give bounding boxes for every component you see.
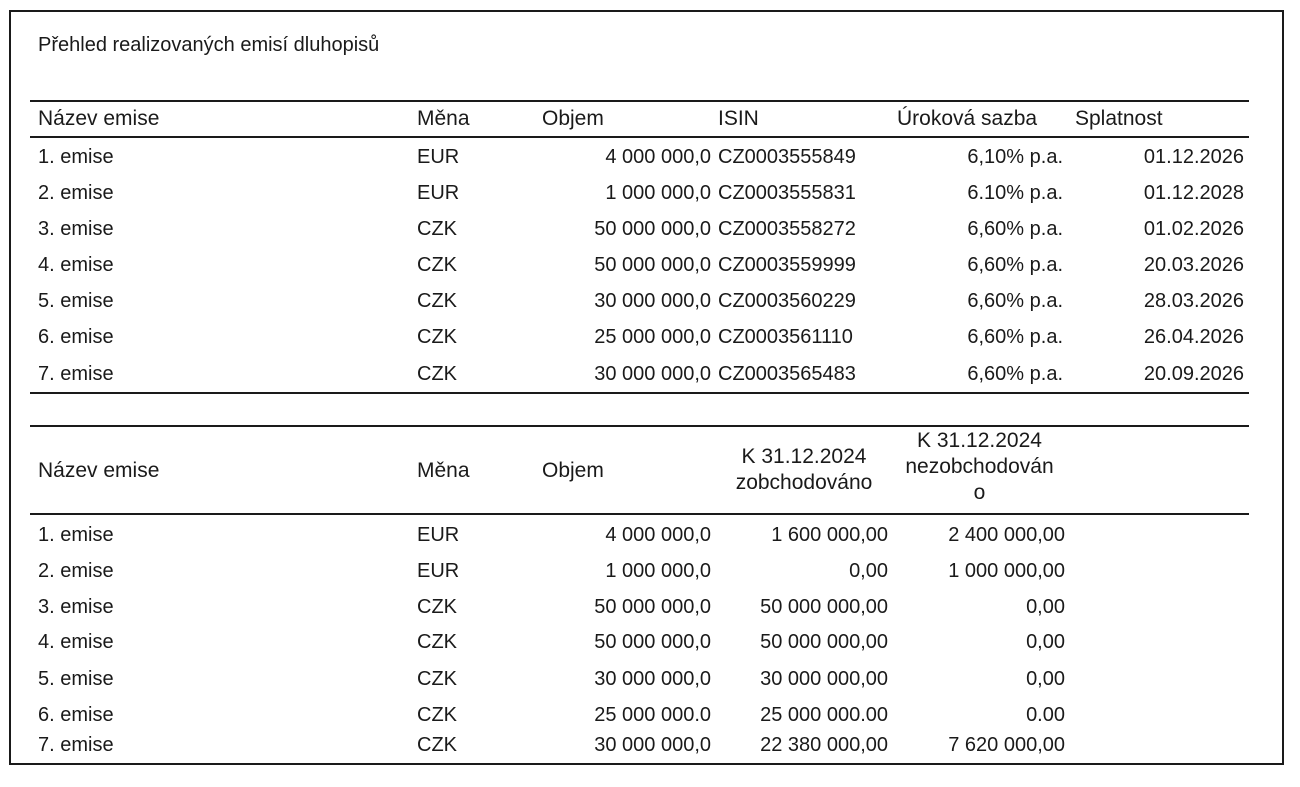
document-title: Přehled realizovaných emisí dluhopisů xyxy=(38,34,380,56)
issue-name: 7. emise xyxy=(38,363,114,385)
table1-header-rule xyxy=(30,136,1249,138)
currency: CZK xyxy=(417,363,457,385)
table1-header-isin: ISIN xyxy=(718,107,759,130)
isin: CZ0003565483 xyxy=(718,363,856,385)
interest-rate: 6,60% p.a. xyxy=(967,254,1063,276)
table2-header-name: Název emise xyxy=(38,459,160,482)
maturity: 01.12.2026 xyxy=(1143,146,1244,168)
untraded-header-line: nezobchodován xyxy=(905,455,1054,478)
currency: CZK xyxy=(417,326,457,348)
interest-rate: 6.10% p.a. xyxy=(967,182,1063,204)
maturity: 26.04.2026 xyxy=(1143,326,1244,348)
currency: CZK xyxy=(417,218,457,240)
traded-amount: 22 380 000,00 xyxy=(760,734,888,756)
volume: 30 000 000,0 xyxy=(594,363,711,385)
table2-header-currency: Měna xyxy=(417,459,470,482)
isin: CZ0003558272 xyxy=(718,218,856,240)
untraded-amount: 0,00 xyxy=(1026,596,1065,618)
currency: CZK xyxy=(417,290,457,312)
interest-rate: 6,60% p.a. xyxy=(967,363,1063,385)
isin: CZ0003555849 xyxy=(718,146,856,168)
issue-name: 4. emise xyxy=(38,631,114,653)
issue-name: 7. emise xyxy=(38,734,114,756)
interest-rate: 6,60% p.a. xyxy=(967,290,1063,312)
traded-amount: 1 600 000,00 xyxy=(771,524,888,546)
issue-name: 6. emise xyxy=(38,326,114,348)
traded-amount: 25 000 000.00 xyxy=(760,704,888,726)
untraded-amount: 0,00 xyxy=(1026,631,1065,653)
untraded-amount: 0,00 xyxy=(1026,668,1065,690)
table2-header-traded xyxy=(718,444,890,496)
maturity: 20.09.2026 xyxy=(1143,363,1244,385)
currency: CZK xyxy=(417,254,457,276)
issue-name: 6. emise xyxy=(38,704,114,726)
table2-header-untraded xyxy=(892,428,1067,506)
volume: 50 000 000,0 xyxy=(594,218,711,240)
volume: 30 000 000,0 xyxy=(594,668,711,690)
issue-name: 4. emise xyxy=(38,254,114,276)
issue-name: 2. emise xyxy=(38,182,114,204)
maturity: 20.03.2026 xyxy=(1143,254,1244,276)
volume: 50 000 000,0 xyxy=(594,596,711,618)
currency: EUR xyxy=(417,560,460,582)
currency: CZK xyxy=(417,631,457,653)
untraded-header-line: K 31.12.2024 xyxy=(917,429,1042,452)
volume: 30 000 000,0 xyxy=(594,734,711,756)
interest-rate: 6,60% p.a. xyxy=(967,218,1063,240)
maturity: 28.03.2026 xyxy=(1143,290,1244,312)
traded-amount: 50 000 000,00 xyxy=(760,596,888,618)
isin: CZ0003559999 xyxy=(718,254,856,276)
issue-name: 1. emise xyxy=(38,524,114,546)
currency: CZK xyxy=(417,704,457,726)
table1-bottom-rule xyxy=(30,392,1249,394)
table1-header-volume: Objem xyxy=(542,107,604,130)
volume: 25 000 000.0 xyxy=(594,704,711,726)
isin: CZ0003561110 xyxy=(718,326,853,348)
traded-amount: 50 000 000,00 xyxy=(760,631,888,653)
issue-name: 3. emise xyxy=(38,218,114,240)
maturity: 01.12.2028 xyxy=(1143,182,1244,204)
table1-header-name: Název emise xyxy=(38,107,160,130)
untraded-amount: 0.00 xyxy=(1026,704,1065,726)
traded-amount: 0,00 xyxy=(849,560,888,582)
volume: 25 000 000,0 xyxy=(594,326,711,348)
table1-header-maturity: Splatnost xyxy=(1075,107,1163,130)
currency: CZK xyxy=(417,596,457,618)
isin: CZ0003555831 xyxy=(718,182,856,204)
volume: 30 000 000,0 xyxy=(594,290,711,312)
volume: 50 000 000,0 xyxy=(594,631,711,653)
untraded-header-line: o xyxy=(973,481,986,504)
currency: EUR xyxy=(417,146,460,168)
table1-header-rate: Úroková sazba xyxy=(897,107,1038,130)
volume: 4 000 000,0 xyxy=(605,524,711,546)
currency: EUR xyxy=(417,524,460,546)
interest-rate: 6,60% p.a. xyxy=(967,326,1063,348)
volume: 1 000 000,0 xyxy=(605,182,711,204)
traded-header-line: zobchodováno xyxy=(735,471,873,494)
traded-amount: 30 000 000,00 xyxy=(760,668,888,690)
issue-name: 1. emise xyxy=(38,146,114,168)
untraded-amount: 1 000 000,00 xyxy=(948,560,1065,582)
volume: 4 000 000,0 xyxy=(605,146,711,168)
untraded-amount: 2 400 000,00 xyxy=(948,524,1065,546)
currency: EUR xyxy=(417,182,460,204)
traded-header-line: K 31.12.2024 xyxy=(741,445,867,468)
issue-name: 5. emise xyxy=(38,668,114,690)
isin: CZ0003560229 xyxy=(718,290,856,312)
issue-name: 5. emise xyxy=(38,290,114,312)
currency: CZK xyxy=(417,734,457,756)
issue-name: 2. emise xyxy=(38,560,114,582)
volume: 50 000 000,0 xyxy=(594,254,711,276)
untraded-amount: 7 620 000,00 xyxy=(948,734,1065,756)
volume: 1 000 000,0 xyxy=(605,560,711,582)
maturity: 01.02.2026 xyxy=(1143,218,1244,240)
table2-header-rule xyxy=(30,513,1249,515)
table2-header-volume: Objem xyxy=(542,459,604,482)
currency: CZK xyxy=(417,668,457,690)
table1-top-rule xyxy=(30,100,1249,102)
interest-rate: 6,10% p.a. xyxy=(967,146,1063,168)
issue-name: 3. emise xyxy=(38,596,114,618)
table1-header-currency: Měna xyxy=(417,107,470,130)
table2-top-rule xyxy=(30,425,1249,427)
